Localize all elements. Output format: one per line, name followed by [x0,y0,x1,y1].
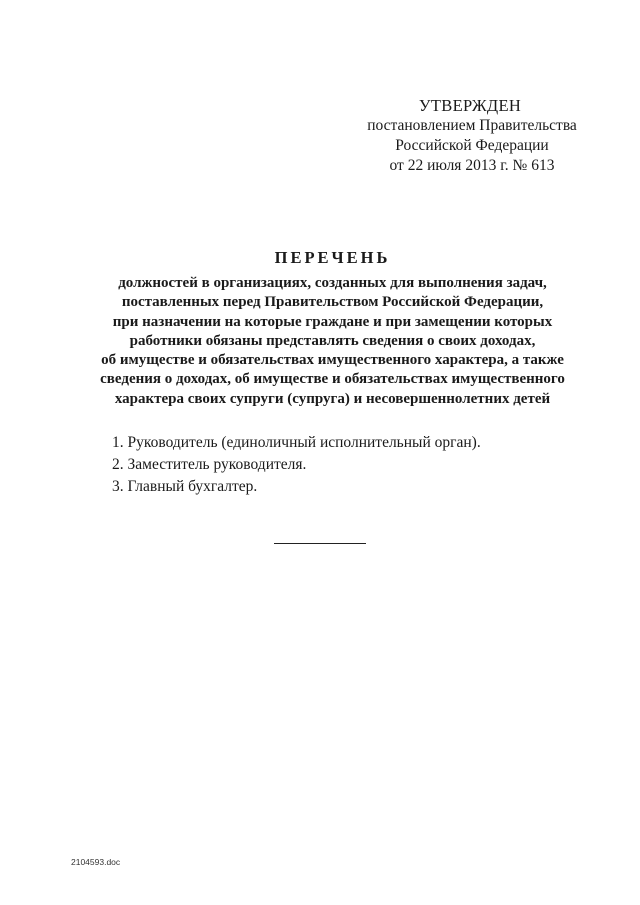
approval-line-1: постановлением Правительства [367,117,577,134]
approval-heading: УТВЕРЖДЕН [418,96,522,115]
subtitle-line: при назначении на которые граждане и при замещении которых [112,313,553,330]
file-code: 2104593.doc [71,857,121,867]
subtitle-line: поставленных перед Правительством Российской Федерации, [121,294,544,311]
list-item: 3. Главный бухгалтер. [112,478,258,495]
list-item: 1. Руководитель (единоличный исполнительный орган). [112,434,481,451]
subtitle-line: сведения о доходах, об имуществе и обязательствах имущественного [100,371,565,388]
approval-line-2: Российской Федерации [395,137,549,154]
subtitle-line: работники обязаны представлять сведения о своих доходах, [129,332,536,349]
document-title: ПЕРЕЧЕНЬ [274,248,391,267]
document-subtitle [60,274,605,409]
subtitle-line: должностей в организациях, созданных для выполнения задач, [118,275,547,291]
positions-list [112,432,481,498]
approval-stamp [352,96,592,176]
list-item: 2. Заместитель руководителя. [112,456,307,473]
approval-line-3: от 22 июля 2013 г. № 613 [389,157,555,174]
subtitle-line: характера своих супруги (супруга) и несовершеннолетних детей [114,390,551,407]
subtitle-line: об имуществе и обязательствах имущественного характера, а также [101,352,564,369]
closing-rule [274,543,366,544]
